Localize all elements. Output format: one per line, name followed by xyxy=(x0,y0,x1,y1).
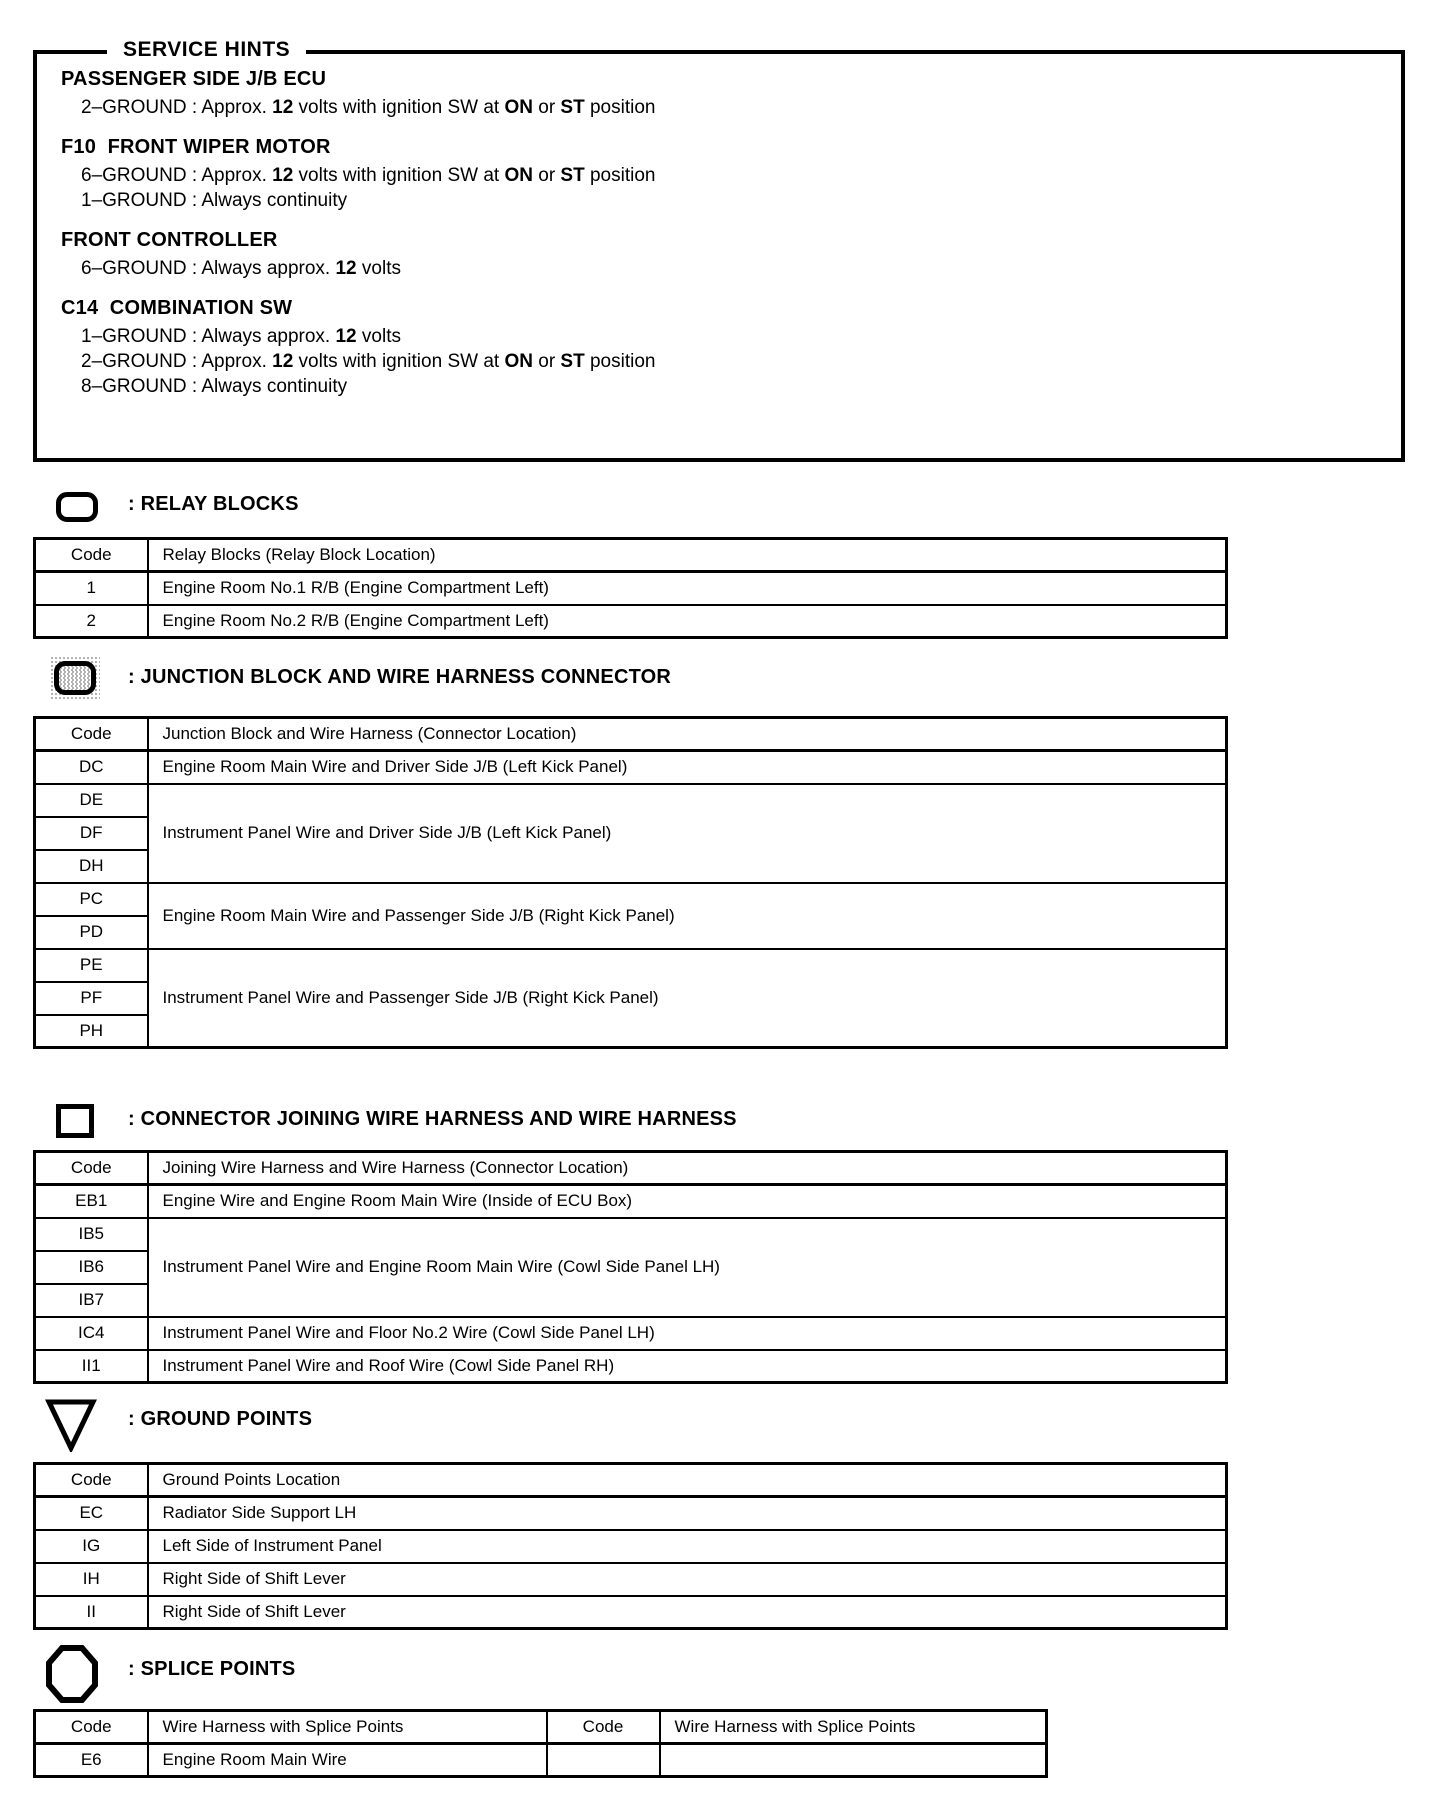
cell-code: 1 xyxy=(35,572,148,605)
table-row xyxy=(35,949,1227,982)
column-header-harness: Wire Harness with Splice Points xyxy=(148,1711,547,1744)
table-row xyxy=(35,1218,1227,1251)
cell-location: Instrument Panel Wire and Roof Wire (Cowl Side Panel RH) xyxy=(148,1350,1227,1383)
table-row xyxy=(35,1185,1227,1218)
junction-block-icon-inner xyxy=(54,661,96,695)
table-row xyxy=(35,1497,1227,1530)
cell-code: PC xyxy=(35,883,148,916)
cell-location: Engine Wire and Engine Room Main Wire (Inside of ECU Box) xyxy=(148,1185,1227,1218)
connector-joining-heading: : CONNECTOR JOINING WIRE HARNESS AND WIRE HARNESS xyxy=(128,1108,737,1130)
column-header-location: Joining Wire Harness and Wire Harness (Connector Location) xyxy=(148,1152,1227,1185)
cell-code: DH xyxy=(35,850,148,883)
cell-code: IB6 xyxy=(35,1251,148,1284)
cell-location: Engine Room No.2 R/B (Engine Compartment Left) xyxy=(148,605,1227,638)
column-header-location: Relay Blocks (Relay Block Location) xyxy=(148,539,1227,572)
table-row xyxy=(35,572,1227,605)
hint-line: 1–GROUND : Always approx. 12 volts xyxy=(81,326,401,347)
cell-location: Instrument Panel Wire and Passenger Side J/B (Right Kick Panel) xyxy=(148,949,1227,1048)
table-row xyxy=(35,1744,1047,1777)
cell-location: Radiator Side Support LH xyxy=(148,1497,1227,1530)
hint-group-heading: PASSENGER SIDE J/B ECU xyxy=(61,68,327,90)
hint-group-heading: FRONT CONTROLLER xyxy=(61,229,278,251)
column-header-code: Code xyxy=(35,1152,148,1185)
splice-points-table xyxy=(33,1709,1048,1778)
ground-point-icon xyxy=(45,1398,97,1457)
table-header-row xyxy=(35,1711,1047,1744)
hint-line: 2–GROUND : Approx. 12 volts with ignition SW at ON or ST position xyxy=(81,351,656,372)
service-hints-title: SERVICE HINTS xyxy=(107,38,306,62)
table-header-row xyxy=(35,539,1227,572)
cell-code: PF xyxy=(35,982,148,1015)
cell-code: DE xyxy=(35,784,148,817)
cell-code: II xyxy=(35,1596,148,1629)
cell-code: II1 xyxy=(35,1350,148,1383)
hint-line: 6–GROUND : Approx. 12 volts with ignition SW at ON or ST position xyxy=(81,165,656,186)
table-row xyxy=(35,751,1227,784)
cell-location: Right Side of Shift Lever xyxy=(148,1563,1227,1596)
table-row xyxy=(35,784,1227,817)
cell-location: Left Side of Instrument Panel xyxy=(148,1530,1227,1563)
table-row xyxy=(35,1563,1227,1596)
connector-joining-table xyxy=(33,1150,1228,1384)
cell-code: 2 xyxy=(35,605,148,638)
table-header-row xyxy=(35,718,1227,751)
cell-code: PD xyxy=(35,916,148,949)
table-row xyxy=(35,1350,1227,1383)
cell-code: DF xyxy=(35,817,148,850)
cell-location: Engine Room No.1 R/B (Engine Compartment Left) xyxy=(148,572,1227,605)
cell-harness: Engine Room Main Wire xyxy=(148,1744,547,1777)
column-header-code: Code xyxy=(35,1711,148,1744)
column-header-harness: Wire Harness with Splice Points xyxy=(660,1711,1047,1744)
service-hints-content xyxy=(37,54,1401,399)
cell-code: E6 xyxy=(35,1744,148,1777)
hint-line: 8–GROUND : Always continuity xyxy=(81,376,348,397)
table-row xyxy=(35,1530,1227,1563)
column-header-code: Code xyxy=(35,539,148,572)
cell-harness xyxy=(660,1744,1047,1777)
cell-code: EC xyxy=(35,1497,148,1530)
table-header-row xyxy=(35,1464,1227,1497)
cell-location: Right Side of Shift Lever xyxy=(148,1596,1227,1629)
cell-code: EB1 xyxy=(35,1185,148,1218)
relay-blocks-heading: : RELAY BLOCKS xyxy=(128,493,299,515)
cell-code xyxy=(547,1744,660,1777)
table-row xyxy=(35,1317,1227,1350)
hint-group-passenger-jb-ecu xyxy=(61,68,1381,120)
junction-block-table xyxy=(33,716,1228,1049)
cell-location: Instrument Panel Wire and Driver Side J/B (Left Kick Panel) xyxy=(148,784,1227,883)
cell-location: Instrument Panel Wire and Floor No.2 Wire (Cowl Side Panel LH) xyxy=(148,1317,1227,1350)
hint-line: 1–GROUND : Always continuity xyxy=(81,190,348,211)
splice-point-icon xyxy=(45,1644,99,1709)
junction-block-heading: : JUNCTION BLOCK AND WIRE HARNESS CONNECTOR xyxy=(128,666,672,688)
cell-location: Instrument Panel Wire and Engine Room Main Wire (Cowl Side Panel LH) xyxy=(148,1218,1227,1317)
junction-block-icon xyxy=(50,656,100,700)
table-row xyxy=(35,1596,1227,1629)
table-header-row xyxy=(35,1152,1227,1185)
hint-group-front-controller xyxy=(61,229,1381,281)
cell-location: Engine Room Main Wire and Driver Side J/B (Left Kick Panel) xyxy=(148,751,1227,784)
column-header-code: Code xyxy=(35,718,148,751)
cell-location: Engine Room Main Wire and Passenger Side J/B (Right Kick Panel) xyxy=(148,883,1227,949)
service-hints-box xyxy=(33,38,1405,462)
hint-line: 6–GROUND : Always approx. 12 volts xyxy=(81,258,401,279)
cell-code: PE xyxy=(35,949,148,982)
cell-code: IG xyxy=(35,1530,148,1563)
hint-group-combination-sw xyxy=(61,297,1381,399)
relay-blocks-table xyxy=(33,537,1228,639)
table-row xyxy=(35,883,1227,916)
column-header-location: Ground Points Location xyxy=(148,1464,1227,1497)
column-header-location: Junction Block and Wire Harness (Connector Location) xyxy=(148,718,1227,751)
cell-code: IB7 xyxy=(35,1284,148,1317)
hint-group-heading: C14 COMBINATION SW xyxy=(61,297,293,319)
cell-code: IC4 xyxy=(35,1317,148,1350)
cell-code: PH xyxy=(35,1015,148,1048)
table-row xyxy=(35,605,1227,638)
cell-code: IB5 xyxy=(35,1218,148,1251)
column-header-code: Code xyxy=(35,1464,148,1497)
relay-block-icon xyxy=(56,492,98,522)
splice-points-heading: : SPLICE POINTS xyxy=(128,1658,296,1680)
ground-points-heading: : GROUND POINTS xyxy=(128,1408,313,1430)
hint-group-front-wiper-motor xyxy=(61,136,1381,213)
cell-code: IH xyxy=(35,1563,148,1596)
hint-group-heading: F10 FRONT WIPER MOTOR xyxy=(61,136,331,158)
cell-code: DC xyxy=(35,751,148,784)
hint-line: 2–GROUND : Approx. 12 volts with ignition SW at ON or ST position xyxy=(81,97,656,118)
ground-points-table xyxy=(33,1462,1228,1630)
joining-connector-icon xyxy=(56,1104,94,1138)
column-header-code: Code xyxy=(547,1711,660,1744)
